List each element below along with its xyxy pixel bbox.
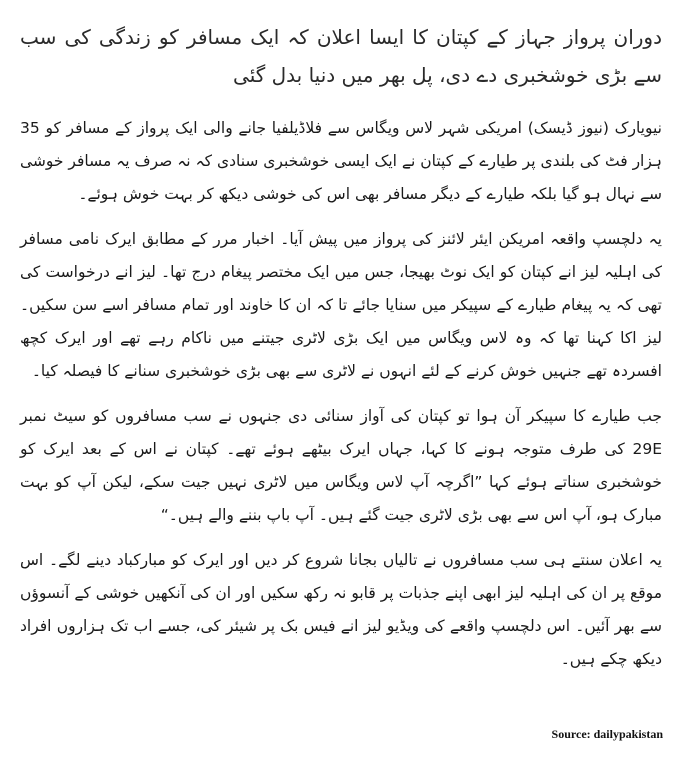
article-paragraph-4: یہ اعلان سنتے ہی سب مسافروں نے تالیاں بجانا شروع کر دیں اور ایرک کو مبارکباد دینے لگے۔ اس موقع پر ان کی اہلیہ لیز ابھی اپنے جذبات پر قابو نہ رکھ سکیں اور ان کی آنکھیں خوشی کے آنسوؤں سے بھر آئیں۔ اس دلچسپ واقعے کی ویڈیو لیز انے فیس بک پر شیئر کی، جسے اب تک ہزاروں افراد دیکھ چکے ہیں۔ — [20, 551, 662, 668]
news-article — [20, 18, 662, 688]
article-paragraph-1: نیویارک (نیوز ڈیسک) امریکی شہر لاس ویگاس سے فلاڈیلفیا جانے والی ایک پرواز کے مسافر کو 35 ہزار فٹ کی بلندی پر طیارے کے کپتان نے ایک ایسی خوشخبری سنادی کہ نہ صرف یہ مسافر خوشی سے نہال ہو گیا بلکہ طیارے کے دیگر مسافر بھی اس کی خوشی دیکھ کر بہت خوش ہوئے۔ — [20, 119, 662, 203]
article-paragraph-3: جب طیارے کا سپیکر آن ہوا تو کپتان کی آواز سنائی دی جنہوں نے سب مسافروں کو سیٹ نمبر 29E کی طرف متوجہ ہونے کا کہا، جہاں ایرک بیٹھے ہوئے تھے۔ کپتان نے اس کے بعد ایرک کو خوشخبری سناتے ہوئے کہا ”اگرچہ آپ لاس ویگاس میں لاٹری نہیں جیت سکے، لیکن آپ کو بہت مبارک ہو، آپ اس سے بھی بڑی لاٹری جیت گئے ہیں۔ آپ باپ بننے والے ہیں۔“ — [20, 407, 662, 524]
source-credit: Source: dailypakistan — [551, 727, 663, 741]
article-paragraph-2: یہ دلچسپ واقعہ امریکن ایئر لائنز کی پرواز میں پیش آیا۔ اخبار مرر کے مطابق ایرک نامی مسافر کی اہلیہ لیز انے کپتان کو ایک نوٹ بھیجا، جس میں ایک مختصر پیغام درج تھا۔ لیز انے درخواست کی تھی کہ یہ پیغام طیارے کے سپیکر میں سنایا جائے تا کہ ان کا خاوند اور تمام مسافر اسے سن سکیں۔ لیز اکا کہنا تھا کہ وہ لاس ویگاس میں ایک بڑی لاٹری جیتنے میں ناکام رہے تھے اور ایرک کچھ افسردہ تھے جنہیں خوش کرنے کے لئے انہوں نے لاٹری سے بھی بڑی خوشخبری سنانے کا فیصلہ کیا۔ — [20, 230, 662, 380]
article-headline: دوران پرواز جہاز کے کپتان کا ایسا اعلان کہ ایک مسافر کو زندگی کی سب سے بڑی خوشخبری دے دی، پل بھر میں دنیا بدل گئی — [20, 25, 662, 87]
